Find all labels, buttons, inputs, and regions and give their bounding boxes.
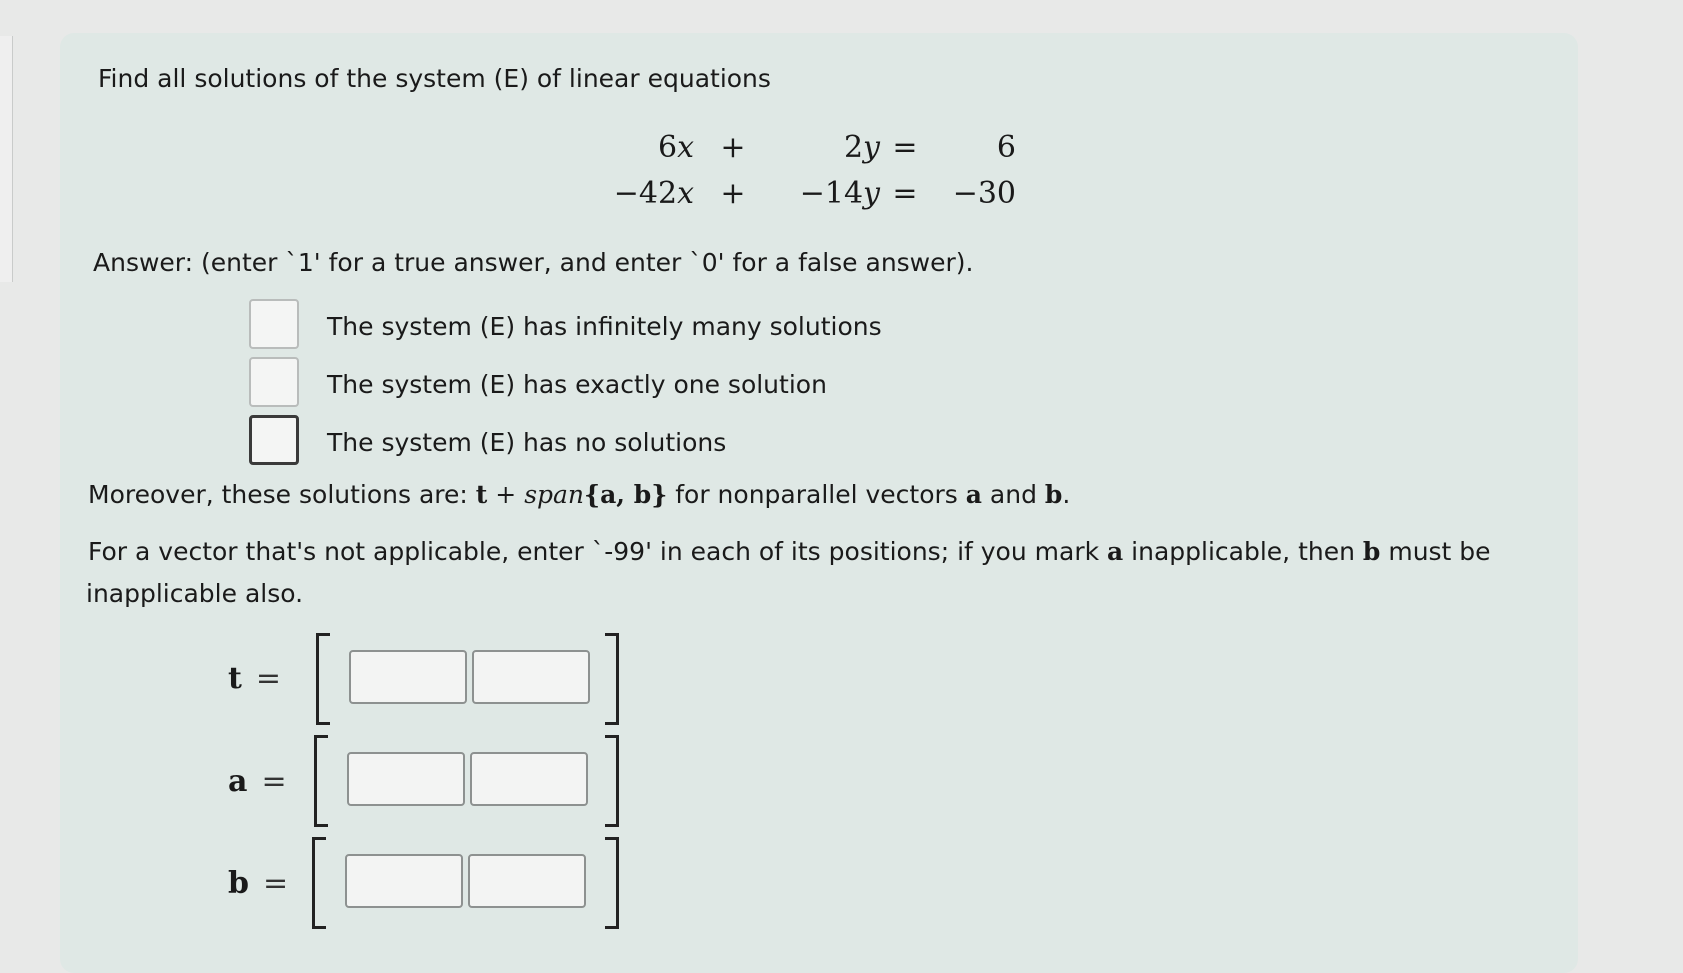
option-none-label: The system (E) has no solutions <box>327 428 727 457</box>
span-word: span <box>524 480 585 509</box>
solution-form-prefix: Moreover, these solutions are: <box>88 480 476 509</box>
vector-t-right-bracket <box>605 633 619 725</box>
vector-a-label: a = <box>228 764 287 799</box>
option-infinite-input[interactable] <box>249 299 299 349</box>
eq1-plus: + <box>720 130 746 165</box>
solution-form-text: Moreover, these solutions are: t + span{a, b} for nonparallel vectors a and b. <box>88 480 1071 509</box>
span-set: {a, b} <box>584 480 668 509</box>
vector-b-label: b = <box>228 866 289 901</box>
eq1-coef-y: 2y <box>843 130 880 165</box>
eq2-coef-y: −14y <box>799 176 880 211</box>
vector-a-left-bracket <box>314 735 328 827</box>
vector-a-entry-2[interactable] <box>470 752 588 806</box>
eq1-equals: = <box>892 130 918 165</box>
question-intro: Find all solutions of the system (E) of linear equations <box>98 64 771 93</box>
answer-instructions: Answer: (enter `1' for a true answer, and enter `0' for a false answer). <box>93 248 974 277</box>
option-one-input[interactable] <box>249 357 299 407</box>
eq2-equals: = <box>892 176 918 211</box>
symbol-a: a <box>965 480 982 509</box>
eq2-rhs: −30 <box>952 176 1016 211</box>
vector-t-label: t = <box>228 661 281 696</box>
option-none-input[interactable] <box>249 415 299 465</box>
eq1-rhs: 6 <box>996 130 1016 165</box>
vector-t-left-bracket <box>316 633 330 725</box>
vector-b-left-bracket <box>312 837 326 929</box>
vector-a-entry-1[interactable] <box>347 752 465 806</box>
eq1-coef-x: 6x <box>657 130 694 165</box>
eq2-plus: + <box>720 176 746 211</box>
eq2-coef-x: −42x <box>613 176 694 211</box>
inapplicable-note-line2: inapplicable also. <box>86 579 304 608</box>
window-edge <box>0 36 13 282</box>
inapplicable-note: For a vector that's not applicable, enter `-99' in each of its positions; if you mark a inapplicable, then b must be <box>88 537 1491 566</box>
vector-t-entry-2[interactable] <box>472 650 590 704</box>
symbol-b: b <box>1044 480 1063 509</box>
symbol-t: t <box>475 480 488 509</box>
option-infinite-label: The system (E) has infinitely many solutions <box>327 312 882 341</box>
option-one-label: The system (E) has exactly one solution <box>327 370 827 399</box>
equation-system <box>600 128 1020 218</box>
vector-b-right-bracket <box>605 837 619 929</box>
vector-a-right-bracket <box>605 735 619 827</box>
vector-b-entry-2[interactable] <box>468 854 586 908</box>
vector-t-entry-1[interactable] <box>349 650 467 704</box>
vector-b-entry-1[interactable] <box>345 854 463 908</box>
